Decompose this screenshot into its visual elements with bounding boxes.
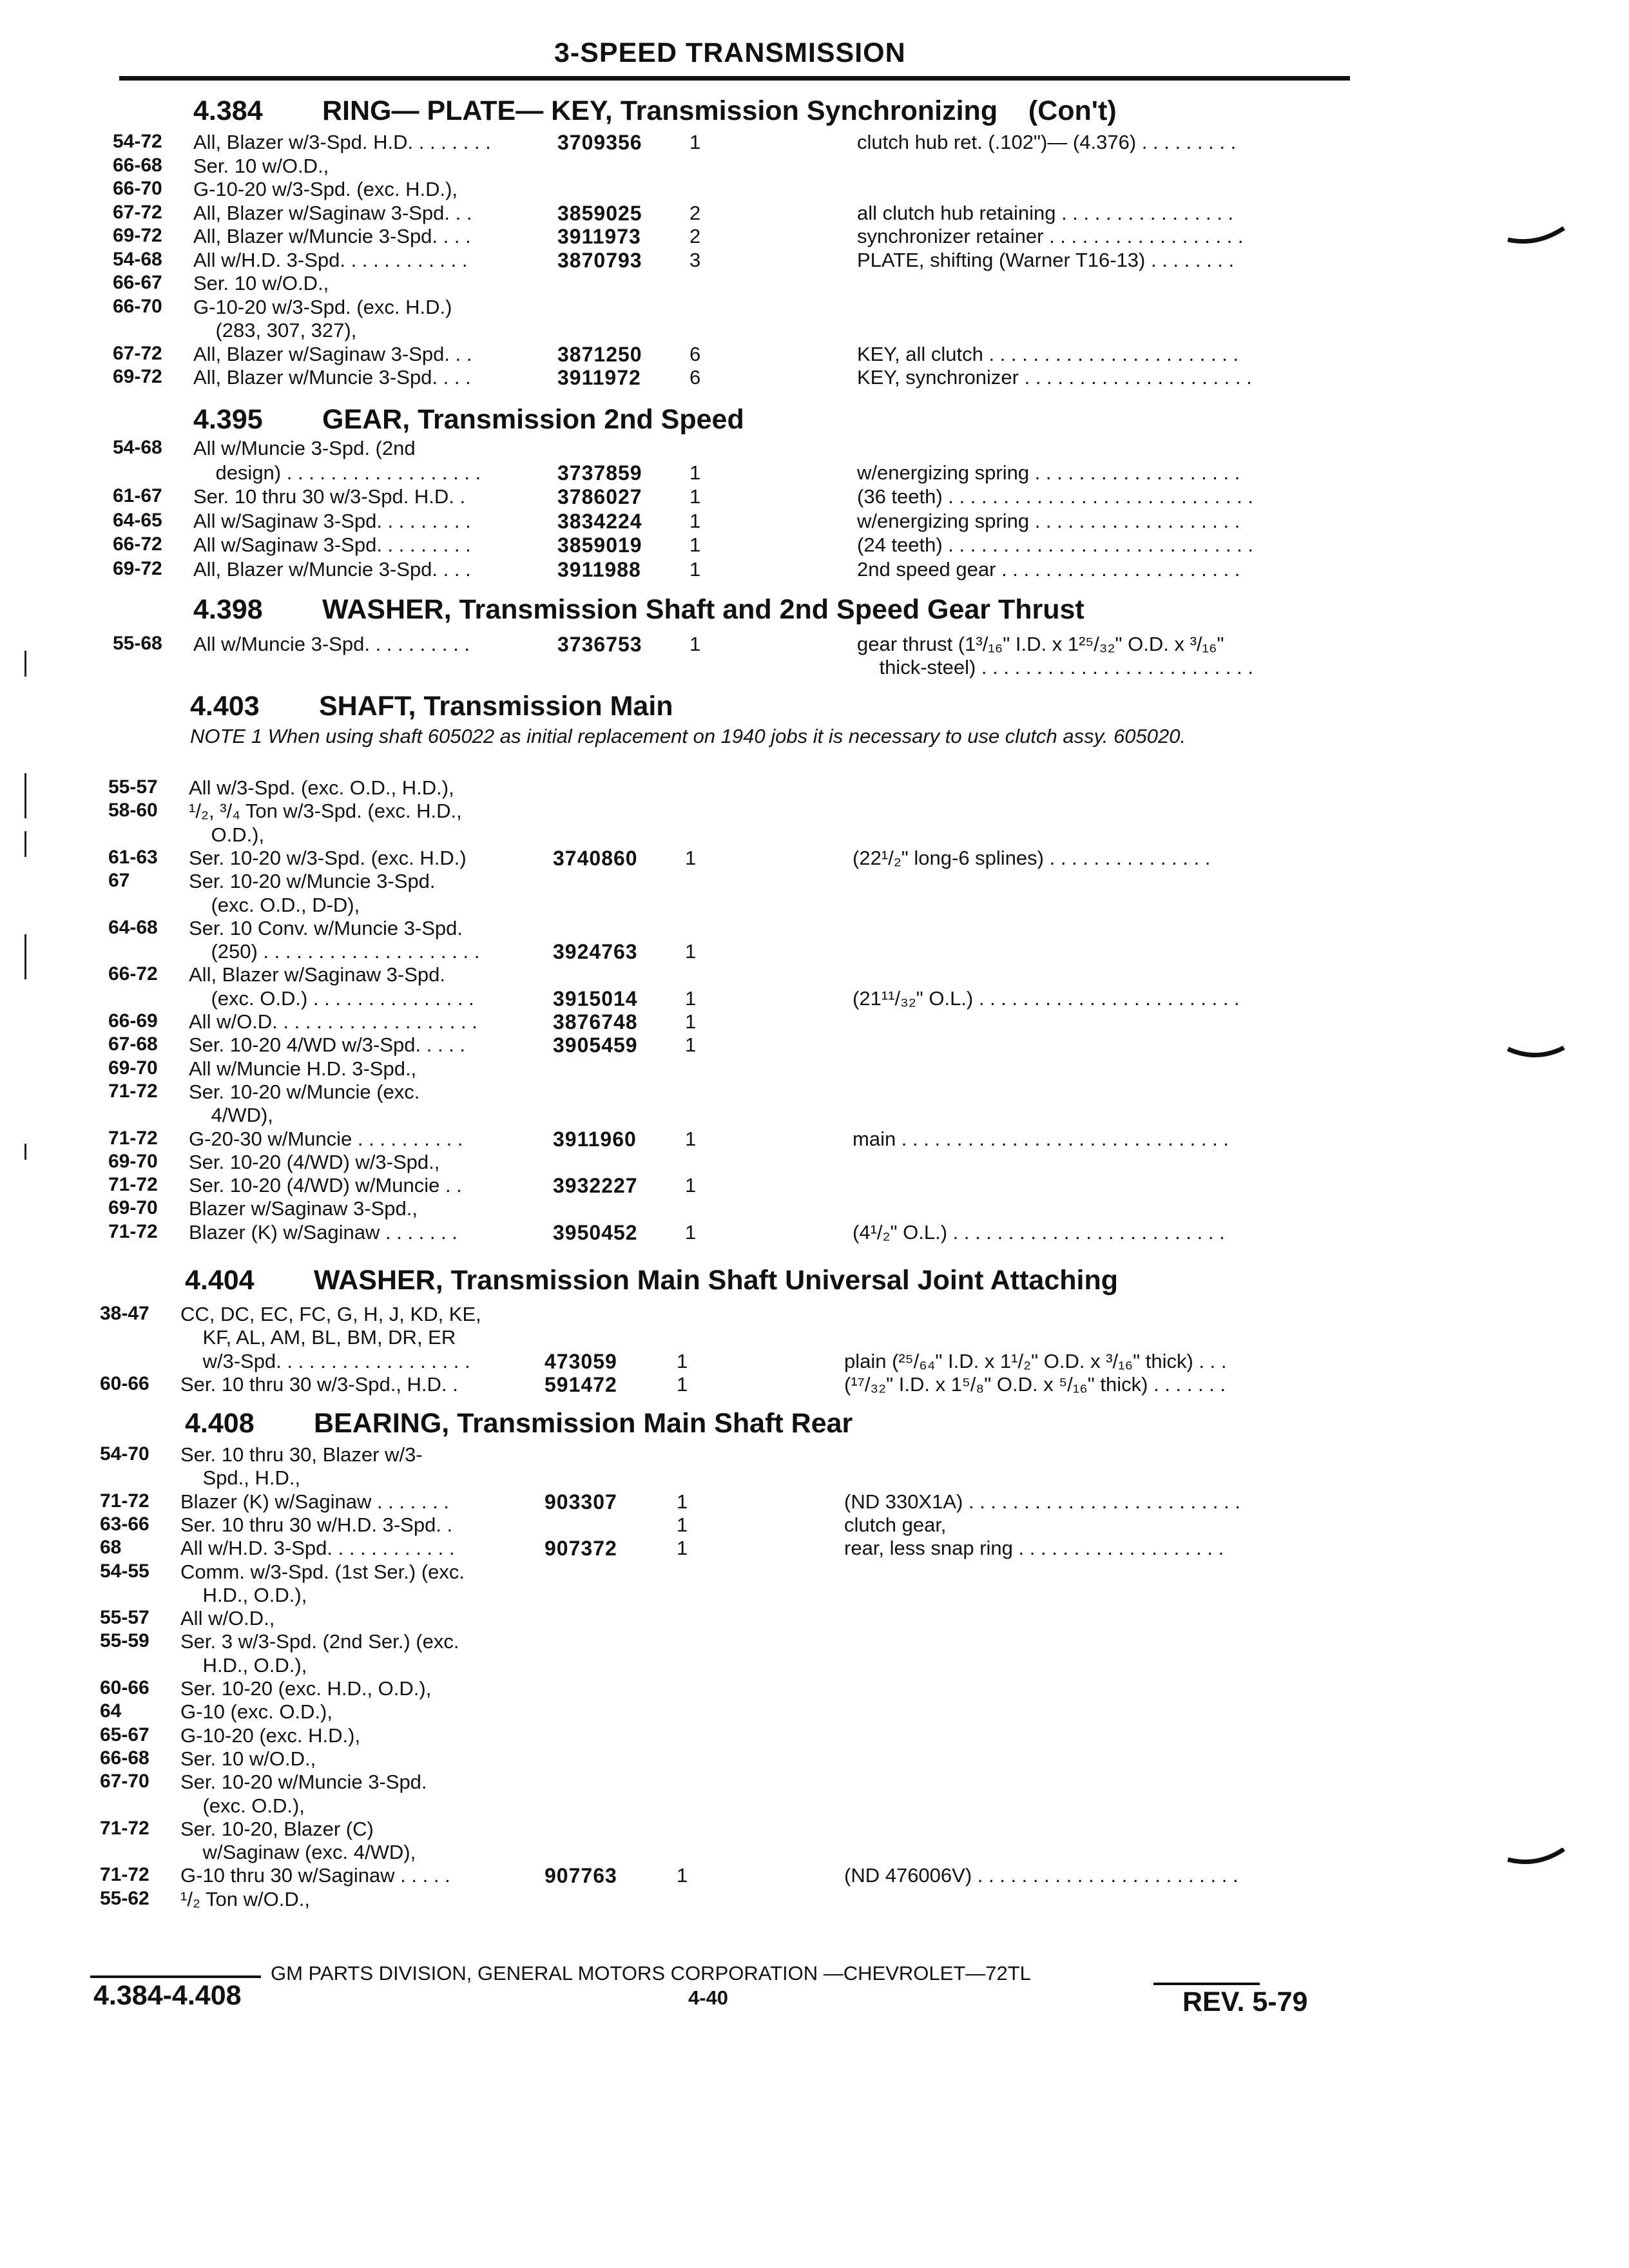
parts-row: [100, 1514, 1353, 1537]
model-years: 54-72: [113, 131, 162, 152]
application-description: Ser. 10 thru 30 w/3-Spd. H.D. .: [193, 485, 466, 508]
model-years: 64-65: [113, 510, 162, 531]
parts-row: [108, 963, 1353, 986]
model-years: 66-70: [113, 178, 162, 199]
application-description: w/3-Spd. . . . . . . . . . . . . . . . . .: [180, 1350, 470, 1372]
binder-mark: [1505, 1848, 1569, 1867]
part-remark: 2nd speed gear . . . . . . . . . . . . . . . . . . . . . .: [857, 558, 1240, 581]
application-description: All w/O.D.,: [180, 1607, 275, 1629]
model-years: 66-72: [108, 963, 158, 985]
application-description: All w/Muncie 3-Spd. (2nd: [193, 437, 416, 459]
parts-row: [113, 343, 1353, 366]
quantity: 1: [689, 131, 701, 153]
binder-mark: [1505, 1044, 1569, 1063]
model-years: 67-68: [108, 1033, 158, 1055]
section-title: WASHER, Transmission Shaft and 2nd Speed Gear Thrust: [322, 594, 1084, 625]
model-years: 69-72: [113, 225, 162, 246]
parts-row: [111, 1104, 1353, 1127]
application-description: All, Blazer w/Muncie 3-Spd. . . .: [193, 366, 471, 389]
model-years: 64-68: [108, 917, 158, 938]
application-description: G-10-20 w/3-Spd. (exc. H.D.): [193, 296, 452, 318]
part-number: 3932227: [553, 1174, 638, 1197]
model-years: 55-57: [100, 1607, 149, 1628]
application-description: (283, 307, 327),: [193, 319, 357, 341]
footer-section-range: 4.384-4.408: [93, 1980, 242, 2011]
section-heading: [190, 691, 673, 722]
parts-row: [100, 1747, 1353, 1771]
section-title: RING— PLATE— KEY, Transmission Synchronizing (Con't): [322, 95, 1117, 126]
application-description: Ser. 10-20, Blazer (C): [180, 1818, 374, 1840]
application-description: KF, AL, AM, BL, BM, DR, ER: [180, 1326, 456, 1349]
model-years: 67-72: [113, 202, 162, 223]
part-number: 3740860: [553, 847, 638, 870]
part-number: 3911988: [557, 558, 641, 581]
parts-row: [113, 155, 1353, 178]
part-number: 3911960: [553, 1128, 637, 1151]
quantity: 1: [685, 1010, 697, 1033]
application-description: All w/3-Spd. (exc. O.D., H.D.),: [189, 776, 454, 799]
application-description: All w/Saginaw 3-Spd. . . . . . . . .: [193, 533, 471, 556]
parts-row: [103, 1584, 1353, 1607]
model-years: 71-72: [108, 1174, 158, 1195]
quantity: 1: [685, 847, 697, 869]
quantity: 1: [685, 1033, 697, 1056]
part-number: 3911973: [557, 225, 641, 248]
quantity: 1: [685, 1128, 697, 1150]
parts-row: [113, 178, 1353, 201]
scan-edge-mark: [24, 934, 26, 979]
parts-row: [100, 1864, 1353, 1887]
part-number: 3786027: [557, 485, 642, 508]
section-heading: [193, 404, 744, 436]
model-years: 71-72: [108, 1081, 158, 1102]
model-years: 71-72: [108, 1221, 158, 1242]
model-years: 55-59: [100, 1630, 149, 1651]
model-years: 55-62: [100, 1888, 149, 1909]
parts-row: [116, 656, 1353, 679]
application-description: Ser. 10-20 (exc. H.D., O.D.),: [180, 1677, 432, 1700]
section-heading: [193, 594, 1084, 626]
parts-row: [108, 1057, 1353, 1081]
section-number: 4.404: [185, 1265, 255, 1296]
model-years: 71-72: [100, 1864, 149, 1885]
parts-row: [113, 249, 1353, 272]
footer-page-number: 4-40: [688, 1986, 729, 2009]
parts-row: [111, 940, 1353, 963]
part-remark: clutch hub ret. (.102")— (4.376) . . . . . . . . .: [857, 131, 1237, 153]
model-years: 60-66: [100, 1677, 149, 1698]
parts-row: [113, 485, 1353, 508]
quantity: 1: [689, 485, 701, 508]
application-description: Comm. w/3-Spd. (1st Ser.) (exc.: [180, 1561, 465, 1583]
parts-row: [111, 823, 1353, 847]
application-description: (exc. O.D., D-D),: [189, 894, 360, 916]
part-remark: thick-steel) . . . . . . . . . . . . . . . . . . . . . . . . .: [857, 656, 1253, 678]
quantity: 1: [689, 510, 701, 532]
quantity: 2: [689, 202, 701, 224]
parts-row: [100, 1700, 1353, 1724]
model-years: 55-57: [108, 776, 158, 798]
part-number: 907763: [545, 1864, 617, 1887]
section-title: SHAFT, Transmission Main: [319, 691, 673, 722]
parts-row: [113, 437, 1353, 460]
application-description: All w/O.D. . . . . . . . . . . . . . . . . . .: [189, 1010, 477, 1033]
parts-row: [103, 1654, 1353, 1677]
application-description: H.D., O.D.),: [180, 1654, 307, 1677]
application-description: w/Saginaw (exc. 4/WD),: [180, 1841, 416, 1863]
section-note: NOTE 1 When using shaft 605022 as initial replacement on 1940 jobs it is necessary to use clutch assy. 605020.: [190, 725, 1186, 747]
footer-publisher: GM PARTS DIVISION, GENERAL MOTORS CORPORATION —CHEVROLET—72TL: [271, 1962, 1031, 1984]
parts-row: [100, 1490, 1353, 1514]
part-number: 3950452: [553, 1221, 638, 1244]
parts-row: [100, 1443, 1353, 1466]
part-remark: (24 teeth) . . . . . . . . . . . . . . . . . . . . . . . . . . . .: [857, 533, 1254, 556]
part-number: 3737859: [557, 461, 642, 485]
parts-row: [100, 1888, 1353, 1911]
section-number: 4.408: [185, 1408, 255, 1439]
parts-row: [108, 800, 1353, 823]
application-description: G-10 thru 30 w/Saginaw . . . . .: [180, 1864, 450, 1887]
application-description: ¹/₂ Ton w/O.D.,: [180, 1888, 310, 1910]
scan-edge-mark: [24, 831, 26, 857]
parts-row: [116, 461, 1353, 485]
quantity: 1: [685, 1174, 697, 1196]
part-remark: plain (²⁵/₆₄" I.D. x 1¹/₂" O.D. x ³/₁₆" thick) . . .: [844, 1350, 1227, 1372]
application-description: All w/H.D. 3-Spd. . . . . . . . . . . .: [180, 1537, 455, 1559]
application-description: design) . . . . . . . . . . . . . . . . . .: [193, 461, 481, 484]
part-remark: PLATE, shifting (Warner T16-13) . . . . . . . .: [857, 249, 1235, 271]
section-title: WASHER, Transmission Main Shaft Universal Joint Attaching: [314, 1265, 1119, 1296]
application-description: ¹/₂, ³/₄ Ton w/3-Spd. (exc. H.D.,: [189, 800, 462, 822]
application-description: O.D.),: [189, 823, 265, 846]
footer-revision: REV. 5-79: [1182, 1986, 1308, 2017]
quantity: 6: [689, 366, 701, 389]
application-description: All, Blazer w/Saginaw 3-Spd. . .: [193, 343, 472, 365]
model-years: 58-60: [108, 800, 158, 821]
application-description: Blazer (K) w/Saginaw . . . . . . .: [180, 1490, 449, 1513]
application-description: Ser. 10-20 w/Muncie 3-Spd.: [189, 870, 436, 892]
application-description: All, Blazer w/Saginaw 3-Spd. . .: [193, 202, 472, 224]
scan-edge-mark: [24, 773, 26, 818]
parts-row: [103, 1326, 1353, 1349]
section-title: BEARING, Transmission Main Shaft Rear: [314, 1408, 853, 1439]
parts-row: [108, 1221, 1353, 1244]
section-number: 4.398: [193, 594, 263, 625]
part-number: 591472: [545, 1373, 617, 1396]
part-remark: clutch gear,: [844, 1514, 947, 1536]
application-description: Ser. 10-20 w/Muncie (exc.: [189, 1081, 420, 1103]
application-description: Ser. 10 w/O.D.,: [193, 155, 329, 177]
section-number: 4.403: [190, 691, 260, 722]
quantity: 1: [685, 987, 697, 1010]
application-description: Ser. 10-20 (4/WD) w/Muncie . .: [189, 1174, 462, 1196]
part-number: 3709356: [557, 131, 642, 154]
application-description: H.D., O.D.),: [180, 1584, 307, 1606]
parts-row: [113, 533, 1353, 557]
application-description: 4/WD),: [189, 1104, 273, 1126]
model-years: 69-70: [108, 1197, 158, 1218]
section-title: GEAR, Transmission 2nd Speed: [322, 404, 744, 435]
quantity: 1: [677, 1537, 688, 1559]
model-years: 55-68: [113, 633, 162, 654]
application-description: G-10 (exc. O.D.),: [180, 1700, 333, 1723]
section-heading: [185, 1408, 853, 1439]
application-description: Ser. 10-20 (4/WD) w/3-Spd.,: [189, 1151, 440, 1173]
parts-row: [100, 1303, 1353, 1326]
parts-row: [100, 1373, 1353, 1396]
parts-row: [108, 1081, 1353, 1104]
parts-row: [113, 558, 1353, 581]
section-number: 4.384: [193, 95, 263, 126]
model-years: 66-72: [113, 533, 162, 555]
part-number: 3915014: [553, 987, 638, 1010]
model-years: 66-69: [108, 1010, 158, 1032]
quantity: 1: [689, 558, 701, 581]
model-years: 66-68: [113, 155, 162, 176]
part-remark: (4¹/₂" O.L.) . . . . . . . . . . . . . . . . . . . . . . . . .: [853, 1221, 1225, 1244]
part-remark: KEY, all clutch . . . . . . . . . . . . . . . . . . . . . . .: [857, 343, 1239, 365]
application-description: Blazer w/Saginaw 3-Spd.,: [189, 1197, 418, 1220]
scan-edge-mark: [24, 1144, 26, 1160]
quantity: 3: [689, 249, 701, 271]
application-description: G-20-30 w/Muncie . . . . . . . . . .: [189, 1128, 463, 1150]
quantity: 1: [677, 1514, 688, 1536]
model-years: 71-72: [100, 1490, 149, 1512]
model-years: 66-70: [113, 296, 162, 317]
parts-row: [103, 1794, 1353, 1818]
part-number: 3871250: [557, 343, 642, 366]
section-heading: [185, 1265, 1118, 1296]
parts-row: [108, 847, 1353, 870]
application-description: Ser. 10 thru 30, Blazer w/3-: [180, 1443, 423, 1466]
parts-row: [108, 1033, 1353, 1057]
part-remark: rear, less snap ring . . . . . . . . . . . . . . . . . . .: [844, 1537, 1224, 1559]
model-years: 67-72: [113, 343, 162, 364]
application-description: Spd., H.D.,: [180, 1466, 301, 1489]
parts-row: [113, 366, 1353, 389]
part-number: 3859019: [557, 533, 642, 557]
part-number: 473059: [545, 1350, 617, 1373]
quantity: 1: [689, 533, 701, 556]
parts-row: [108, 1197, 1353, 1220]
application-description: (exc. O.D.) . . . . . . . . . . . . . . .: [189, 987, 474, 1010]
parts-row: [108, 776, 1353, 800]
model-years: 71-72: [100, 1818, 149, 1839]
parts-row: [108, 1128, 1353, 1151]
parts-row: [100, 1724, 1353, 1747]
quantity: 1: [689, 461, 701, 484]
application-description: Ser. 10 thru 30 w/3-Spd., H.D. .: [180, 1373, 458, 1396]
parts-row: [100, 1677, 1353, 1700]
parts-row: [100, 1607, 1353, 1630]
part-number: 3834224: [557, 510, 642, 533]
application-description: All, Blazer w/Muncie 3-Spd. . . .: [193, 558, 471, 581]
footer-rule-right: [1153, 1983, 1260, 1985]
application-description: All w/Saginaw 3-Spd. . . . . . . . .: [193, 510, 471, 532]
parts-row: [113, 272, 1353, 295]
application-description: All, Blazer w/Muncie 3-Spd. . . .: [193, 225, 471, 247]
model-years: 54-68: [113, 437, 162, 458]
model-years: 69-70: [108, 1151, 158, 1172]
parts-row: [108, 917, 1353, 940]
part-number: 3859025: [557, 202, 642, 225]
part-remark: main . . . . . . . . . . . . . . . . . . . . . . . . . . . . . .: [853, 1128, 1229, 1150]
part-remark: w/energizing spring . . . . . . . . . . . . . . . . . . .: [857, 461, 1240, 484]
parts-row: [113, 225, 1353, 248]
application-description: G-10-20 (exc. H.D.),: [180, 1724, 361, 1747]
quantity: 1: [677, 1864, 688, 1887]
part-remark: (¹⁷/₃₂" I.D. x 1⁵/₈" O.D. x ⁵/₁₆" thick) . . . . . . .: [844, 1373, 1226, 1396]
application-description: Ser. 10-20 w/3-Spd. (exc. H.D.): [189, 847, 467, 869]
model-years: 66-68: [100, 1747, 149, 1769]
section-heading: [193, 95, 1117, 127]
model-years: 65-67: [100, 1724, 149, 1745]
model-years: 68: [100, 1537, 122, 1558]
model-years: 67: [108, 870, 130, 891]
part-number: 3924763: [553, 940, 638, 963]
parts-row: [108, 1174, 1353, 1197]
application-description: All w/H.D. 3-Spd. . . . . . . . . . . .: [193, 249, 468, 271]
model-years: 38-47: [100, 1303, 149, 1324]
parts-row: [100, 1630, 1353, 1653]
part-number: 3736753: [557, 633, 642, 656]
application-description: All w/Muncie H.D. 3-Spd.,: [189, 1057, 417, 1080]
part-remark: all clutch hub retaining . . . . . . . . . . . . . . . .: [857, 202, 1234, 224]
application-description: Ser. 10 thru 30 w/H.D. 3-Spd. .: [180, 1514, 453, 1536]
application-description: All, Blazer w/Saginaw 3-Spd.: [189, 963, 446, 986]
model-years: 63-66: [100, 1514, 149, 1535]
parts-row: [103, 1466, 1353, 1490]
parts-row: [116, 319, 1353, 342]
model-years: 69-70: [108, 1057, 158, 1079]
part-remark: (ND 476006V) . . . . . . . . . . . . . . . . . . . . . . . .: [844, 1864, 1239, 1887]
parts-row: [100, 1561, 1353, 1584]
application-description: Ser. 10 w/O.D.,: [180, 1747, 316, 1770]
parts-row: [113, 202, 1353, 225]
model-years: 61-67: [113, 485, 162, 506]
model-years: 54-55: [100, 1561, 149, 1582]
parts-row: [108, 1010, 1353, 1033]
parts-row: [100, 1537, 1353, 1560]
application-description: Ser. 10 Conv. w/Muncie 3-Spd.: [189, 917, 463, 939]
parts-row: [100, 1818, 1353, 1841]
parts-row: [113, 131, 1353, 154]
parts-row: [100, 1771, 1353, 1794]
part-number: 3870793: [557, 249, 642, 272]
model-years: 54-68: [113, 249, 162, 270]
application-description: Ser. 10-20 4/WD w/3-Spd. . . . .: [189, 1033, 466, 1056]
application-description: Blazer (K) w/Saginaw . . . . . . .: [189, 1221, 458, 1244]
part-remark: KEY, synchronizer . . . . . . . . . . . . . . . . . . . . .: [857, 366, 1252, 389]
parts-row: [113, 296, 1353, 319]
part-remark: (ND 330X1A) . . . . . . . . . . . . . . . . . . . . . . . . .: [844, 1490, 1240, 1513]
parts-row: [108, 870, 1353, 893]
model-years: 54-70: [100, 1443, 149, 1465]
quantity: 1: [685, 1221, 697, 1244]
parts-row: [103, 1350, 1353, 1373]
parts-row: [103, 1841, 1353, 1864]
part-remark: synchronizer retainer . . . . . . . . . . . . . . . . . .: [857, 225, 1244, 247]
model-years: 66-67: [113, 272, 162, 293]
part-remark: (36 teeth) . . . . . . . . . . . . . . . . . . . . . . . . . . . .: [857, 485, 1254, 508]
part-number: 3911972: [557, 366, 641, 389]
title-rule: [119, 76, 1350, 81]
application-description: (250) . . . . . . . . . . . . . . . . . . . .: [189, 940, 480, 963]
application-description: All, Blazer w/3-Spd. H.D. . . . . . . .: [193, 131, 491, 153]
application-description: Ser. 10 w/O.D.,: [193, 272, 329, 294]
quantity: 2: [689, 225, 701, 247]
parts-row: [108, 1151, 1353, 1174]
application-description: All w/Muncie 3-Spd. . . . . . . . . .: [193, 633, 470, 655]
model-years: 71-72: [108, 1128, 158, 1149]
application-description: Ser. 10-20 w/Muncie 3-Spd.: [180, 1771, 427, 1793]
quantity: 1: [677, 1490, 688, 1513]
page-title: 3-SPEED TRANSMISSION: [554, 37, 906, 68]
model-years: 61-63: [108, 847, 158, 868]
application-description: CC, DC, EC, FC, G, H, J, KD, KE,: [180, 1303, 481, 1325]
model-years: 60-66: [100, 1373, 149, 1394]
model-years: 64: [100, 1700, 122, 1722]
quantity: 1: [677, 1373, 688, 1396]
model-years: 69-72: [113, 558, 162, 579]
quantity: 6: [689, 343, 701, 365]
scan-edge-mark: [24, 651, 26, 677]
part-remark: (21¹¹/₃₂" O.L.) . . . . . . . . . . . . . . . . . . . . . . . .: [853, 987, 1240, 1010]
section-number: 4.395: [193, 404, 263, 435]
parts-row: [113, 633, 1353, 656]
part-remark: (22¹/₂" long-6 splines) . . . . . . . . . . . . . . .: [853, 847, 1211, 869]
parts-row: [111, 987, 1353, 1010]
application-description: G-10-20 w/3-Spd. (exc. H.D.),: [193, 178, 458, 200]
parts-row: [113, 510, 1353, 533]
footer-rule-left: [90, 1975, 261, 1978]
application-description: Ser. 3 w/3-Spd. (2nd Ser.) (exc.: [180, 1630, 459, 1653]
part-remark: gear thrust (1³/₁₆" I.D. x 1²⁵/₃₂" O.D. x ³/₁₆": [857, 633, 1224, 655]
part-number: 907372: [545, 1537, 617, 1560]
quantity: 1: [685, 940, 697, 963]
part-remark: w/energizing spring . . . . . . . . . . . . . . . . . . .: [857, 510, 1240, 532]
binder-mark: [1505, 226, 1569, 245]
application-description: (exc. O.D.),: [180, 1794, 305, 1817]
model-years: 67-70: [100, 1771, 149, 1792]
parts-row: [111, 894, 1353, 917]
part-number: 3905459: [553, 1033, 638, 1057]
quantity: 1: [689, 633, 701, 655]
model-years: 69-72: [113, 366, 162, 387]
part-number: 903307: [545, 1490, 617, 1514]
part-number: 3876748: [553, 1010, 638, 1033]
quantity: 1: [677, 1350, 688, 1372]
